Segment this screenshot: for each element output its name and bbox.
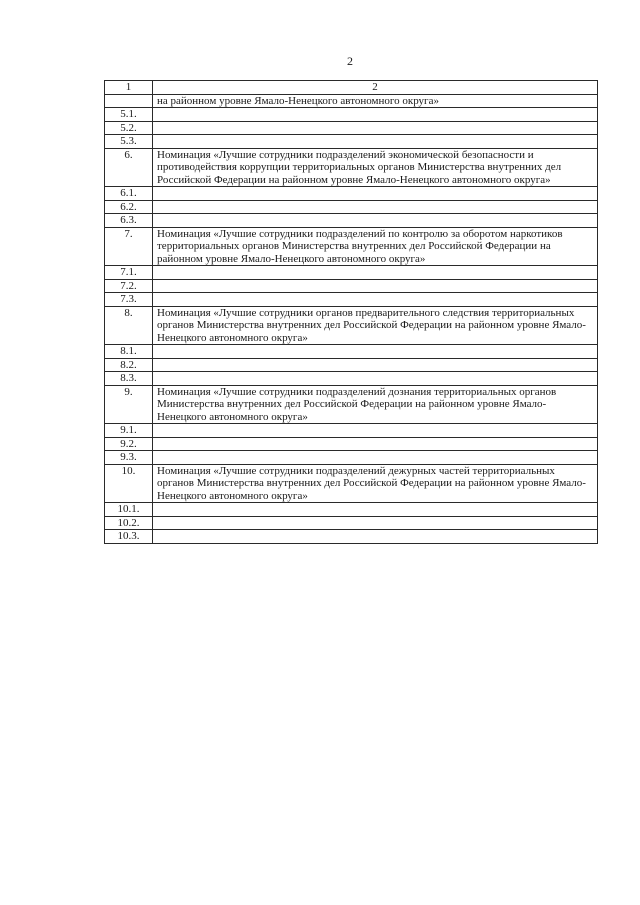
row-number-cell: 5.3. [105,135,153,149]
row-number-cell: 6. [105,148,153,187]
table-subrow [105,437,598,451]
nomination-text-cell: Номинация «Лучшие сотрудники подразделений по контролю за оборотом наркотиков территориальных органов Министерства внутренних дел Российской Федерации на районном уровне Ямало-Ненецкого автономного округа» [153,227,598,266]
empty-entry-cell [153,187,598,201]
row-number-cell: 8. [105,306,153,345]
table-subrow [105,214,598,228]
empty-entry-cell [153,121,598,135]
table-subrow [105,358,598,372]
table-subrow [105,345,598,359]
row-number-cell: 5.2. [105,121,153,135]
empty-entry-cell [153,108,598,122]
empty-entry-cell [153,200,598,214]
row-number-cell: 10.2. [105,516,153,530]
page-number: 2 [347,54,353,68]
empty-entry-cell [153,358,598,372]
table-row [105,464,598,503]
table-row [105,385,598,424]
table-subrow [105,516,598,530]
table-subrow [105,424,598,438]
row-number-cell: 6.1. [105,187,153,201]
table-row [105,94,598,108]
table-subrow [105,108,598,122]
table-subrow [105,503,598,517]
nomination-text-cell: Номинация «Лучшие сотрудники подразделений экономической безопасности и противодействия коррупции территориальных органов Министерства внутренних дел Российской Федерации на районном уровне Ямало-Ненецкого автономного округа» [153,148,598,187]
row-number-cell: 7.3. [105,293,153,307]
row-number-cell: 9.2. [105,437,153,451]
row-number-cell: 9.3. [105,451,153,465]
nomination-text-cell: на районном уровне Ямало-Ненецкого автономного округа» [153,94,598,108]
nomination-text-cell: Номинация «Лучшие сотрудники органов предварительного следствия территориальных органов Министерства внутренних дел Российской Федерации на районном уровне Ямало-Ненецкого автономного округа» [153,306,598,345]
table-subrow [105,530,598,544]
empty-entry-cell [153,135,598,149]
empty-entry-cell [153,293,598,307]
table-subrow [105,279,598,293]
table-header-row [105,81,598,95]
row-number-cell: 8.3. [105,372,153,386]
header-col-text: 2 [153,81,598,95]
row-number-cell: 10.1. [105,503,153,517]
row-number-cell: 9. [105,385,153,424]
table-body [105,81,598,544]
row-number-cell: 7.1. [105,266,153,280]
table-row [105,148,598,187]
row-number-cell: 10. [105,464,153,503]
row-number-cell: 10.3. [105,530,153,544]
empty-entry-cell [153,266,598,280]
row-number-cell: 7.2. [105,279,153,293]
table-subrow [105,121,598,135]
row-number-cell [105,94,153,108]
table-subrow [105,293,598,307]
table-subrow [105,187,598,201]
table-subrow [105,266,598,280]
table-subrow [105,200,598,214]
nomination-text-cell: Номинация «Лучшие сотрудники подразделений дежурных частей территориальных органов Министерства внутренних дел Российской Федерации на районном уровне Ямало-Ненецкого автономного округа» [153,464,598,503]
empty-entry-cell [153,424,598,438]
header-col-number: 1 [105,81,153,95]
table-row [105,306,598,345]
empty-entry-cell [153,516,598,530]
nominations-table [104,80,598,544]
row-number-cell: 5.1. [105,108,153,122]
empty-entry-cell [153,530,598,544]
row-number-cell: 9.1. [105,424,153,438]
row-number-cell: 8.1. [105,345,153,359]
row-number-cell: 6.3. [105,214,153,228]
nomination-text-cell: Номинация «Лучшие сотрудники подразделений дознания территориальных органов Министерства внутренних дел Российской Федерации на районном уровне Ямало-Ненецкого автономного округа» [153,385,598,424]
empty-entry-cell [153,372,598,386]
empty-entry-cell [153,437,598,451]
row-number-cell: 8.2. [105,358,153,372]
empty-entry-cell [153,503,598,517]
table-subrow [105,135,598,149]
empty-entry-cell [153,214,598,228]
empty-entry-cell [153,279,598,293]
table-subrow [105,372,598,386]
empty-entry-cell [153,345,598,359]
table-row [105,227,598,266]
empty-entry-cell [153,451,598,465]
table-subrow [105,451,598,465]
row-number-cell: 6.2. [105,200,153,214]
row-number-cell: 7. [105,227,153,266]
